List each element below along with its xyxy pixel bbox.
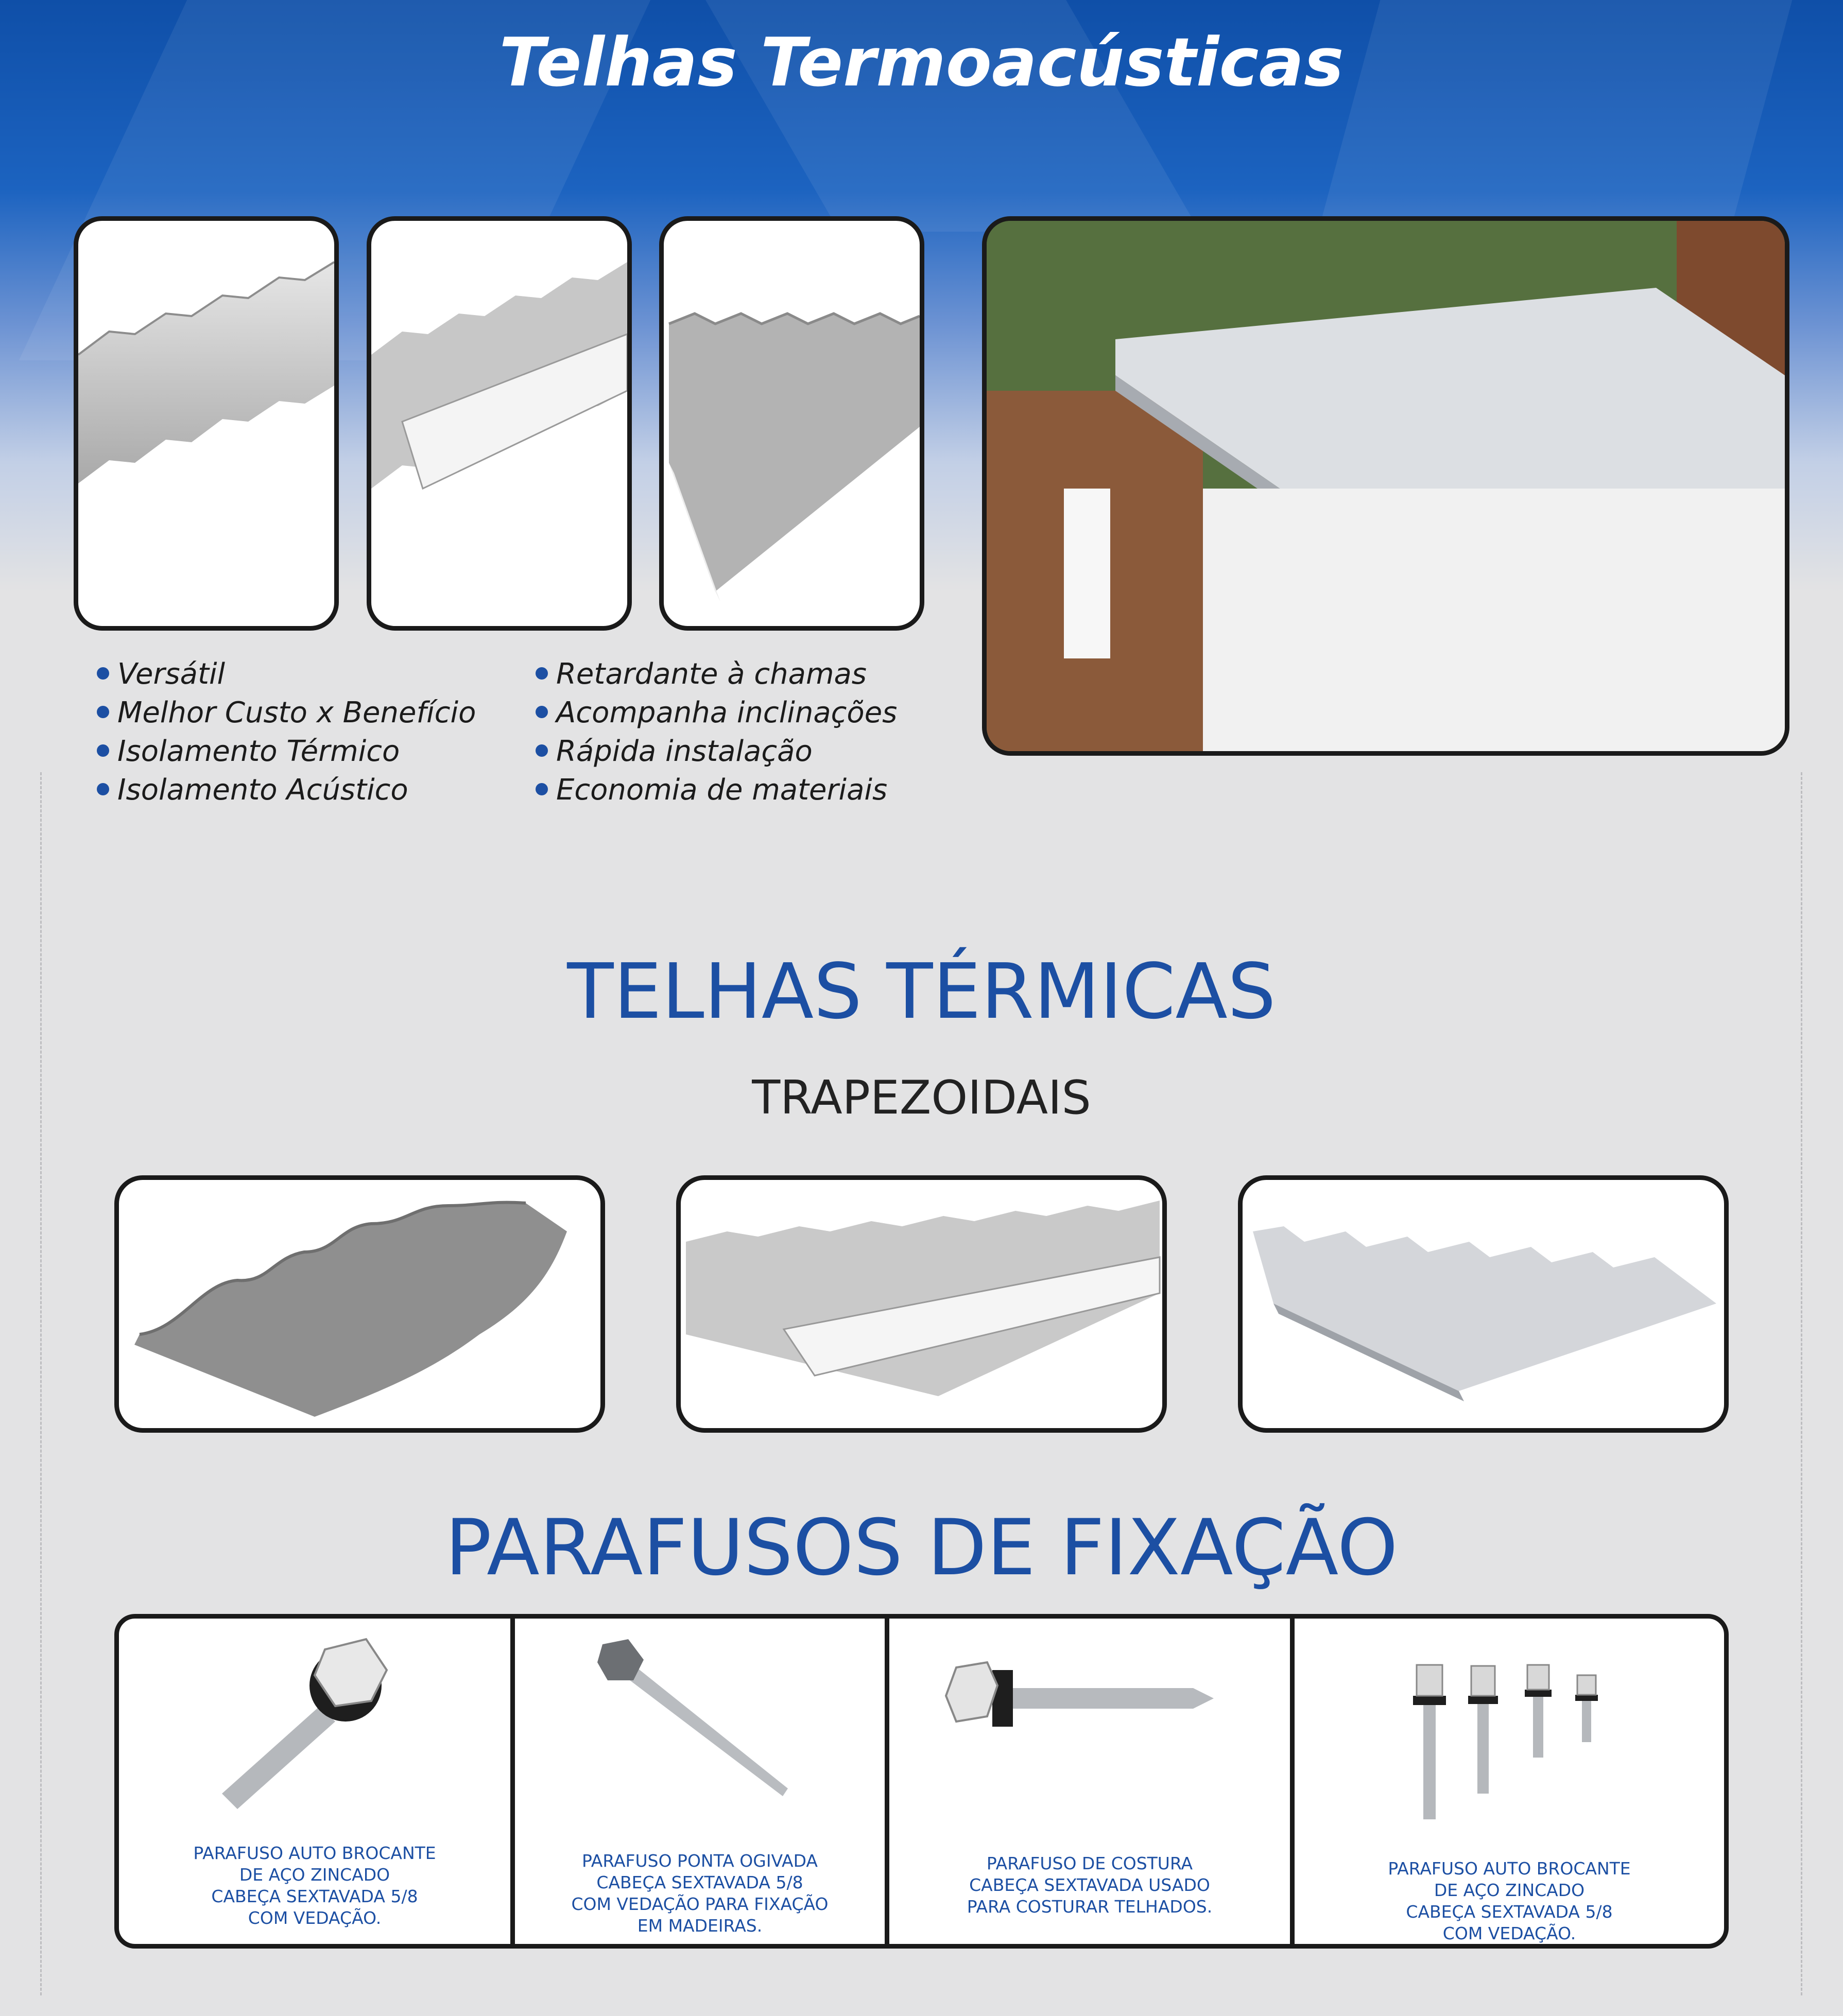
panel-thermal-3 [1238,1175,1729,1433]
screw-card-1 [119,1619,510,1944]
self-drilling-screw-icon [119,1619,510,1824]
thermal-section-subtitle: TRAPEZOIDAIS [752,1071,1091,1125]
fiber-cement-tile-image [119,1180,600,1428]
metal-tile-image [1243,1180,1724,1428]
feature-item: Versátil [97,655,476,693]
screw-caption-1: PARAFUSO AUTO BROCANTE DE AÇO ZINCADO CABEÇA SEXTAVADA 5/8 COM VEDAÇÃO. [193,1843,436,1928]
thermal-section-title: TELHAS TÉRMICAS [567,947,1276,1036]
house-roof-image [987,221,1785,751]
panel-tile-3 [659,216,924,631]
screw-caption-4: PARAFUSO AUTO BROCANTE DE AÇO ZINCADO CABEÇA SEXTAVADA 5/8 COM VEDAÇÃO. [1388,1858,1631,1943]
trapezoidal-tile-image [371,221,627,626]
sandwich-tile-image [681,1180,1162,1428]
house-roof-photo [982,216,1789,756]
feature-item: Isolamento Acústico [97,771,476,809]
thermoacoustic-tile-image [664,221,920,626]
feature-item: Rápida instalação [536,732,897,771]
screw-caption-2: PARAFUSO PONTA OGIVADA CABEÇA SEXTAVADA 5/8 COM VEDAÇÃO PARA FIXAÇÃO EM MADEIRAS. [571,1851,829,1936]
feature-list-left [97,655,476,809]
feature-item: Isolamento Térmico [97,732,476,771]
screw-card-3 [889,1619,1290,1944]
panel-thermal-2 [676,1175,1167,1433]
feature-item: Acompanha inclinações [536,693,897,732]
page-title: Telhas Termoacústicas [499,23,1344,101]
screws-section-title: PARAFUSOS DE FIXAÇÃO [445,1503,1398,1593]
feature-item: Economia de materiais [536,771,897,809]
screws-table [114,1614,1729,1949]
screw-caption-3: PARAFUSO DE COSTURA CABEÇA SEXTAVADA USADO PARA COSTURAR TELHADOS. [967,1853,1213,1917]
feature-item: Melhor Custo x Benefício [97,693,476,732]
screw-set-icon [1295,1619,1724,1835]
feature-item: Retardante à chamas [536,655,897,693]
panel-thermal-1 [114,1175,605,1433]
wood-screw-icon [515,1619,885,1824]
screw-card-4 [1295,1619,1724,1944]
stitching-screw-icon [889,1619,1290,1824]
trapezoidal-tile-image [78,221,334,626]
feature-list-right [536,655,897,809]
panel-tile-2 [367,216,632,631]
panel-tile-1 [74,216,339,631]
screw-card-2 [515,1619,885,1944]
